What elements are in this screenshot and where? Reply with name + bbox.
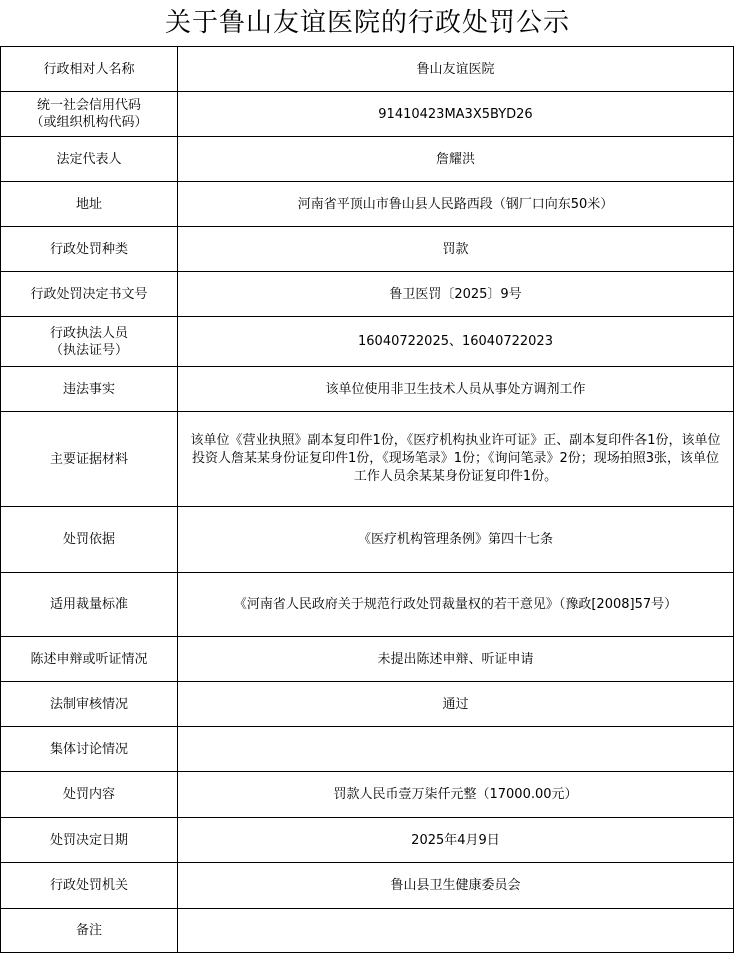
row-value: 2025年4月9日 [178, 818, 734, 863]
row-label: 行政相对人名称 [1, 47, 178, 92]
table-row [1, 367, 734, 412]
row-label: 陈述申辩或听证情况 [1, 637, 178, 682]
row-value: 未提出陈述申辩、听证申请 [178, 637, 734, 682]
table-row [1, 412, 734, 507]
row-value: 詹耀洪 [178, 137, 734, 182]
table-row [1, 92, 734, 137]
row-label: 法定代表人 [1, 137, 178, 182]
table-row [1, 182, 734, 227]
row-value: 91410423MA3X5BYD26 [178, 92, 734, 137]
row-label: 统一社会信用代码 （或组织机构代码） [1, 92, 178, 137]
row-label: 处罚内容 [1, 772, 178, 818]
row-label: 处罚依据 [1, 507, 178, 573]
row-value [178, 727, 734, 772]
page-title: 关于鲁山友谊医院的行政处罚公示 [164, 8, 570, 38]
table-row [1, 909, 734, 953]
row-label: 适用裁量标准 [1, 573, 178, 637]
row-label: 地址 [1, 182, 178, 227]
row-label: 行政处罚决定书文号 [1, 272, 178, 317]
table-row [1, 682, 734, 727]
row-value: 鲁山友谊医院 [178, 47, 734, 92]
table-row [1, 507, 734, 573]
row-value: 河南省平顶山市鲁山县人民路西段（钢厂口向东50米） [178, 182, 734, 227]
row-value: 鲁山县卫生健康委员会 [178, 863, 734, 909]
table-row [1, 637, 734, 682]
row-label: 行政处罚机关 [1, 863, 178, 909]
row-label: 行政处罚种类 [1, 227, 178, 272]
table-row [1, 137, 734, 182]
row-value: 《医疗机构管理条例》第四十七条 [178, 507, 734, 573]
row-label: 行政执法人员 （执法证号） [1, 317, 178, 367]
row-value: 通过 [178, 682, 734, 727]
table-row [1, 317, 734, 367]
row-label: 备注 [1, 909, 178, 953]
table-row [1, 227, 734, 272]
table-row [1, 772, 734, 818]
row-value: 罚款 [178, 227, 734, 272]
table-row [1, 863, 734, 909]
penalty-info-table [0, 46, 734, 953]
table-row [1, 47, 734, 92]
row-value: 《河南省人民政府关于规范行政处罚裁量权的若干意见》（豫政[2008]57号） [178, 573, 734, 637]
row-value: 16040722025、16040722023 [178, 317, 734, 367]
table-row [1, 573, 734, 637]
table-row [1, 272, 734, 317]
row-label: 集体讨论情况 [1, 727, 178, 772]
row-value: 鲁卫医罚〔2025〕9号 [178, 272, 734, 317]
row-label: 处罚决定日期 [1, 818, 178, 863]
row-label: 违法事实 [1, 367, 178, 412]
row-label: 主要证据材料 [1, 412, 178, 507]
row-value: 该单位使用非卫生技术人员从事处方调剂工作 [178, 367, 734, 412]
table-row [1, 727, 734, 772]
row-value [178, 909, 734, 953]
row-value: 罚款人民币壹万柒仟元整（17000.00元） [178, 772, 734, 818]
table-row [1, 818, 734, 863]
row-label: 法制审核情况 [1, 682, 178, 727]
row-value: 该单位《营业执照》副本复印件1份，《医疗机构执业许可证》正、副本复印件各1份，该单位投资人詹某某身份证复印件1份，《现场笔录》1份；《询问笔录》2份；现场拍照3张，该单位工作人员余某某身份证复印件1份。 [178, 412, 734, 507]
